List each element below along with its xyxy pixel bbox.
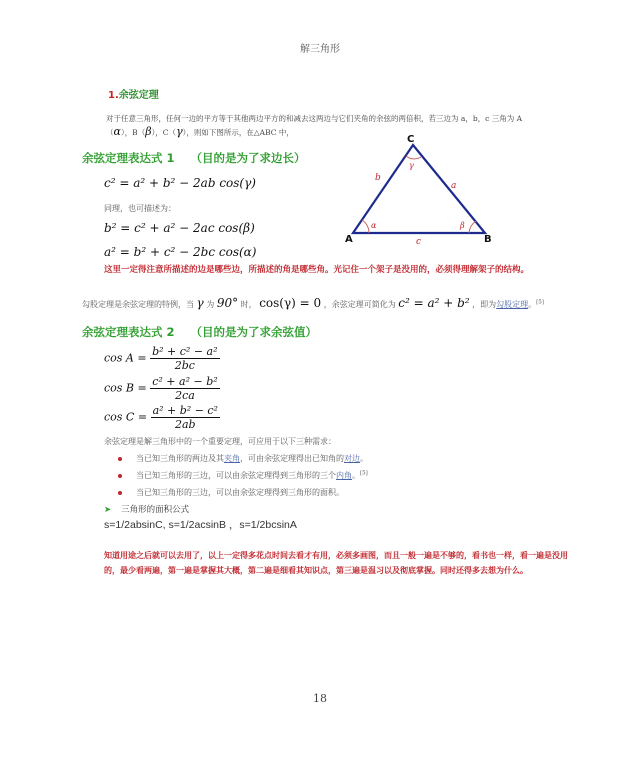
vertex-label-c: C	[407, 134, 415, 145]
side-label-a: a	[451, 181, 457, 191]
cos-b-lhs: cos B =	[104, 381, 147, 395]
cos-c-fraction	[151, 404, 220, 431]
gamma-symbol: γ	[176, 125, 183, 138]
pyth-text: 时，	[240, 300, 257, 309]
cos-c-numerator: a² + b² − c²	[152, 404, 218, 417]
bullet-dot	[118, 474, 122, 478]
use-text: 。	[360, 454, 368, 463]
expression-2-heading	[82, 324, 317, 340]
section-title: 余弦定理	[118, 90, 159, 101]
ninety-degrees: 90°	[216, 296, 239, 310]
cos-a-lhs: cos A =	[104, 351, 147, 365]
similarly-text: 同理，也可描述为：	[104, 204, 176, 213]
expression-1-purpose: （目的是为了求边长）	[190, 151, 306, 165]
included-angle-link[interactable]: 夹角	[224, 454, 240, 463]
side-label-c: c	[416, 237, 422, 245]
pyth-text: ，余弦定理可简化为	[323, 300, 396, 309]
reference-mark[interactable]: [5]	[360, 470, 368, 477]
angle-label-gamma: γ	[409, 161, 414, 170]
beta-symbol: β	[145, 125, 152, 138]
triangle-figure	[345, 130, 495, 245]
use-text: 当已知三角形的三边，可以由余弦定理得到三角形的面积。	[136, 488, 344, 497]
use-item-2	[118, 470, 368, 481]
section-number: 1.	[108, 90, 119, 101]
section-heading	[108, 86, 159, 101]
area-formula: s=1/2absinC, s=1/2acsinB ，s=1/2bcsinA	[104, 519, 297, 531]
pyth-text: 。	[528, 300, 537, 309]
pythagorean-formula: c² = a² + b²	[398, 296, 470, 310]
angle-arc-gamma	[406, 156, 421, 159]
alpha-symbol: α	[113, 125, 121, 138]
vertex-label-b: B	[484, 234, 492, 245]
intro-text: ），则如下图所示，在△ABC 中，	[182, 128, 294, 137]
cos-c-denominator: 2ab	[174, 418, 196, 431]
pyth-text: ，即为	[472, 300, 497, 309]
intro-line-1: 对于任意三角形，任何一边的平方等于其他两边平方的和减去这两边与它们夹角的余弦的两倍积，若三边为 a，b，c 三角为 A	[106, 114, 523, 123]
use-item-1	[118, 453, 368, 464]
use-text: 当已知三角形的两边及其	[136, 454, 224, 463]
formula-law-of-cosines-a: a² = b² + c² − 2bc cos(α)	[104, 245, 257, 259]
use-text: 。	[352, 471, 360, 480]
intro-text: ），B（	[120, 128, 146, 137]
closing-note: 知道用途之后就可以去用了，以上一定得多花点时间去看才有用，必须多画图，而且一般一遍是不够的，看书也一样，看一遍是没用的，最少看两遍，第一遍是掌握其大概，第二遍是细看其知识点，第三遍是温习以及彻底掌握。同时还得多去想为什么。	[104, 550, 568, 575]
gamma-symbol: γ	[196, 296, 204, 310]
cos-a-numerator: b² + c² − a²	[152, 345, 218, 358]
pyth-text: 为	[206, 300, 215, 309]
cos-c-lhs: cos C =	[104, 410, 148, 424]
reference-mark[interactable]: [5]	[536, 299, 544, 306]
note-red: 这里一定得注意所描述的边是哪些边，所描述的角是哪些角。光记住一个架子是没用的，必须得理解架子的结构。	[104, 265, 530, 275]
cos-b-numerator: c² + a² − b²	[152, 375, 218, 388]
formula-cos-a	[104, 345, 220, 372]
angle-label-beta: β	[460, 221, 465, 230]
area-formula-title: 三角形的面积公式	[121, 505, 190, 515]
cos-b-fraction	[150, 375, 219, 402]
area-formula-heading	[104, 503, 189, 515]
angle-label-alpha: α	[371, 221, 377, 230]
page-number: 18	[313, 692, 327, 705]
pyth-text: 勾股定理是余弦定理的特例，当	[82, 300, 194, 309]
pythagorean-note	[82, 296, 544, 310]
angle-arc-beta	[469, 221, 476, 233]
arrow-icon: ➤	[104, 505, 112, 515]
side-label-b: b	[375, 173, 381, 183]
interior-angle-link[interactable]: 内角	[336, 471, 352, 480]
intro-text: ），C（	[151, 128, 177, 137]
cos-b-denominator: 2ca	[175, 389, 195, 402]
intro-text: （	[106, 128, 114, 137]
use-item-3	[118, 487, 344, 498]
opposite-side-link[interactable]: 对边	[344, 454, 360, 463]
cos-gamma-zero: cos(γ) = 0	[259, 296, 322, 310]
pythagorean-link[interactable]: 勾股定理	[496, 300, 529, 309]
expression-2-title: 余弦定理表达式 2	[82, 325, 175, 339]
cos-a-denominator: 2bc	[174, 359, 195, 372]
uses-intro: 余弦定理是解三角形中的一个重要定理，可应用于以下三种需求：	[104, 437, 336, 446]
use-text: ，可由余弦定理得出已知角的	[240, 454, 344, 463]
cos-a-fraction	[150, 345, 219, 372]
formula-cos-c	[104, 404, 220, 431]
page-header-title: 解三角形	[300, 44, 340, 55]
formula-law-of-cosines-b: b² = c² + a² − 2ac cos(β)	[104, 221, 255, 235]
use-text: 当已知三角形的三边，可以由余弦定理得到三角形的三个	[136, 471, 336, 480]
formula-law-of-cosines-c: c² = a² + b² − 2ab cos(γ)	[104, 176, 256, 190]
vertex-label-a: A	[345, 234, 353, 245]
formula-cos-b	[104, 375, 220, 402]
angle-arc-alpha	[362, 220, 369, 233]
bullet-dot	[118, 457, 122, 461]
expression-1-heading	[82, 150, 306, 166]
expression-1-title: 余弦定理表达式 1	[82, 151, 175, 165]
bullet-dot	[118, 491, 122, 495]
expression-2-purpose: （目的是为了求余弦值）	[190, 325, 318, 339]
